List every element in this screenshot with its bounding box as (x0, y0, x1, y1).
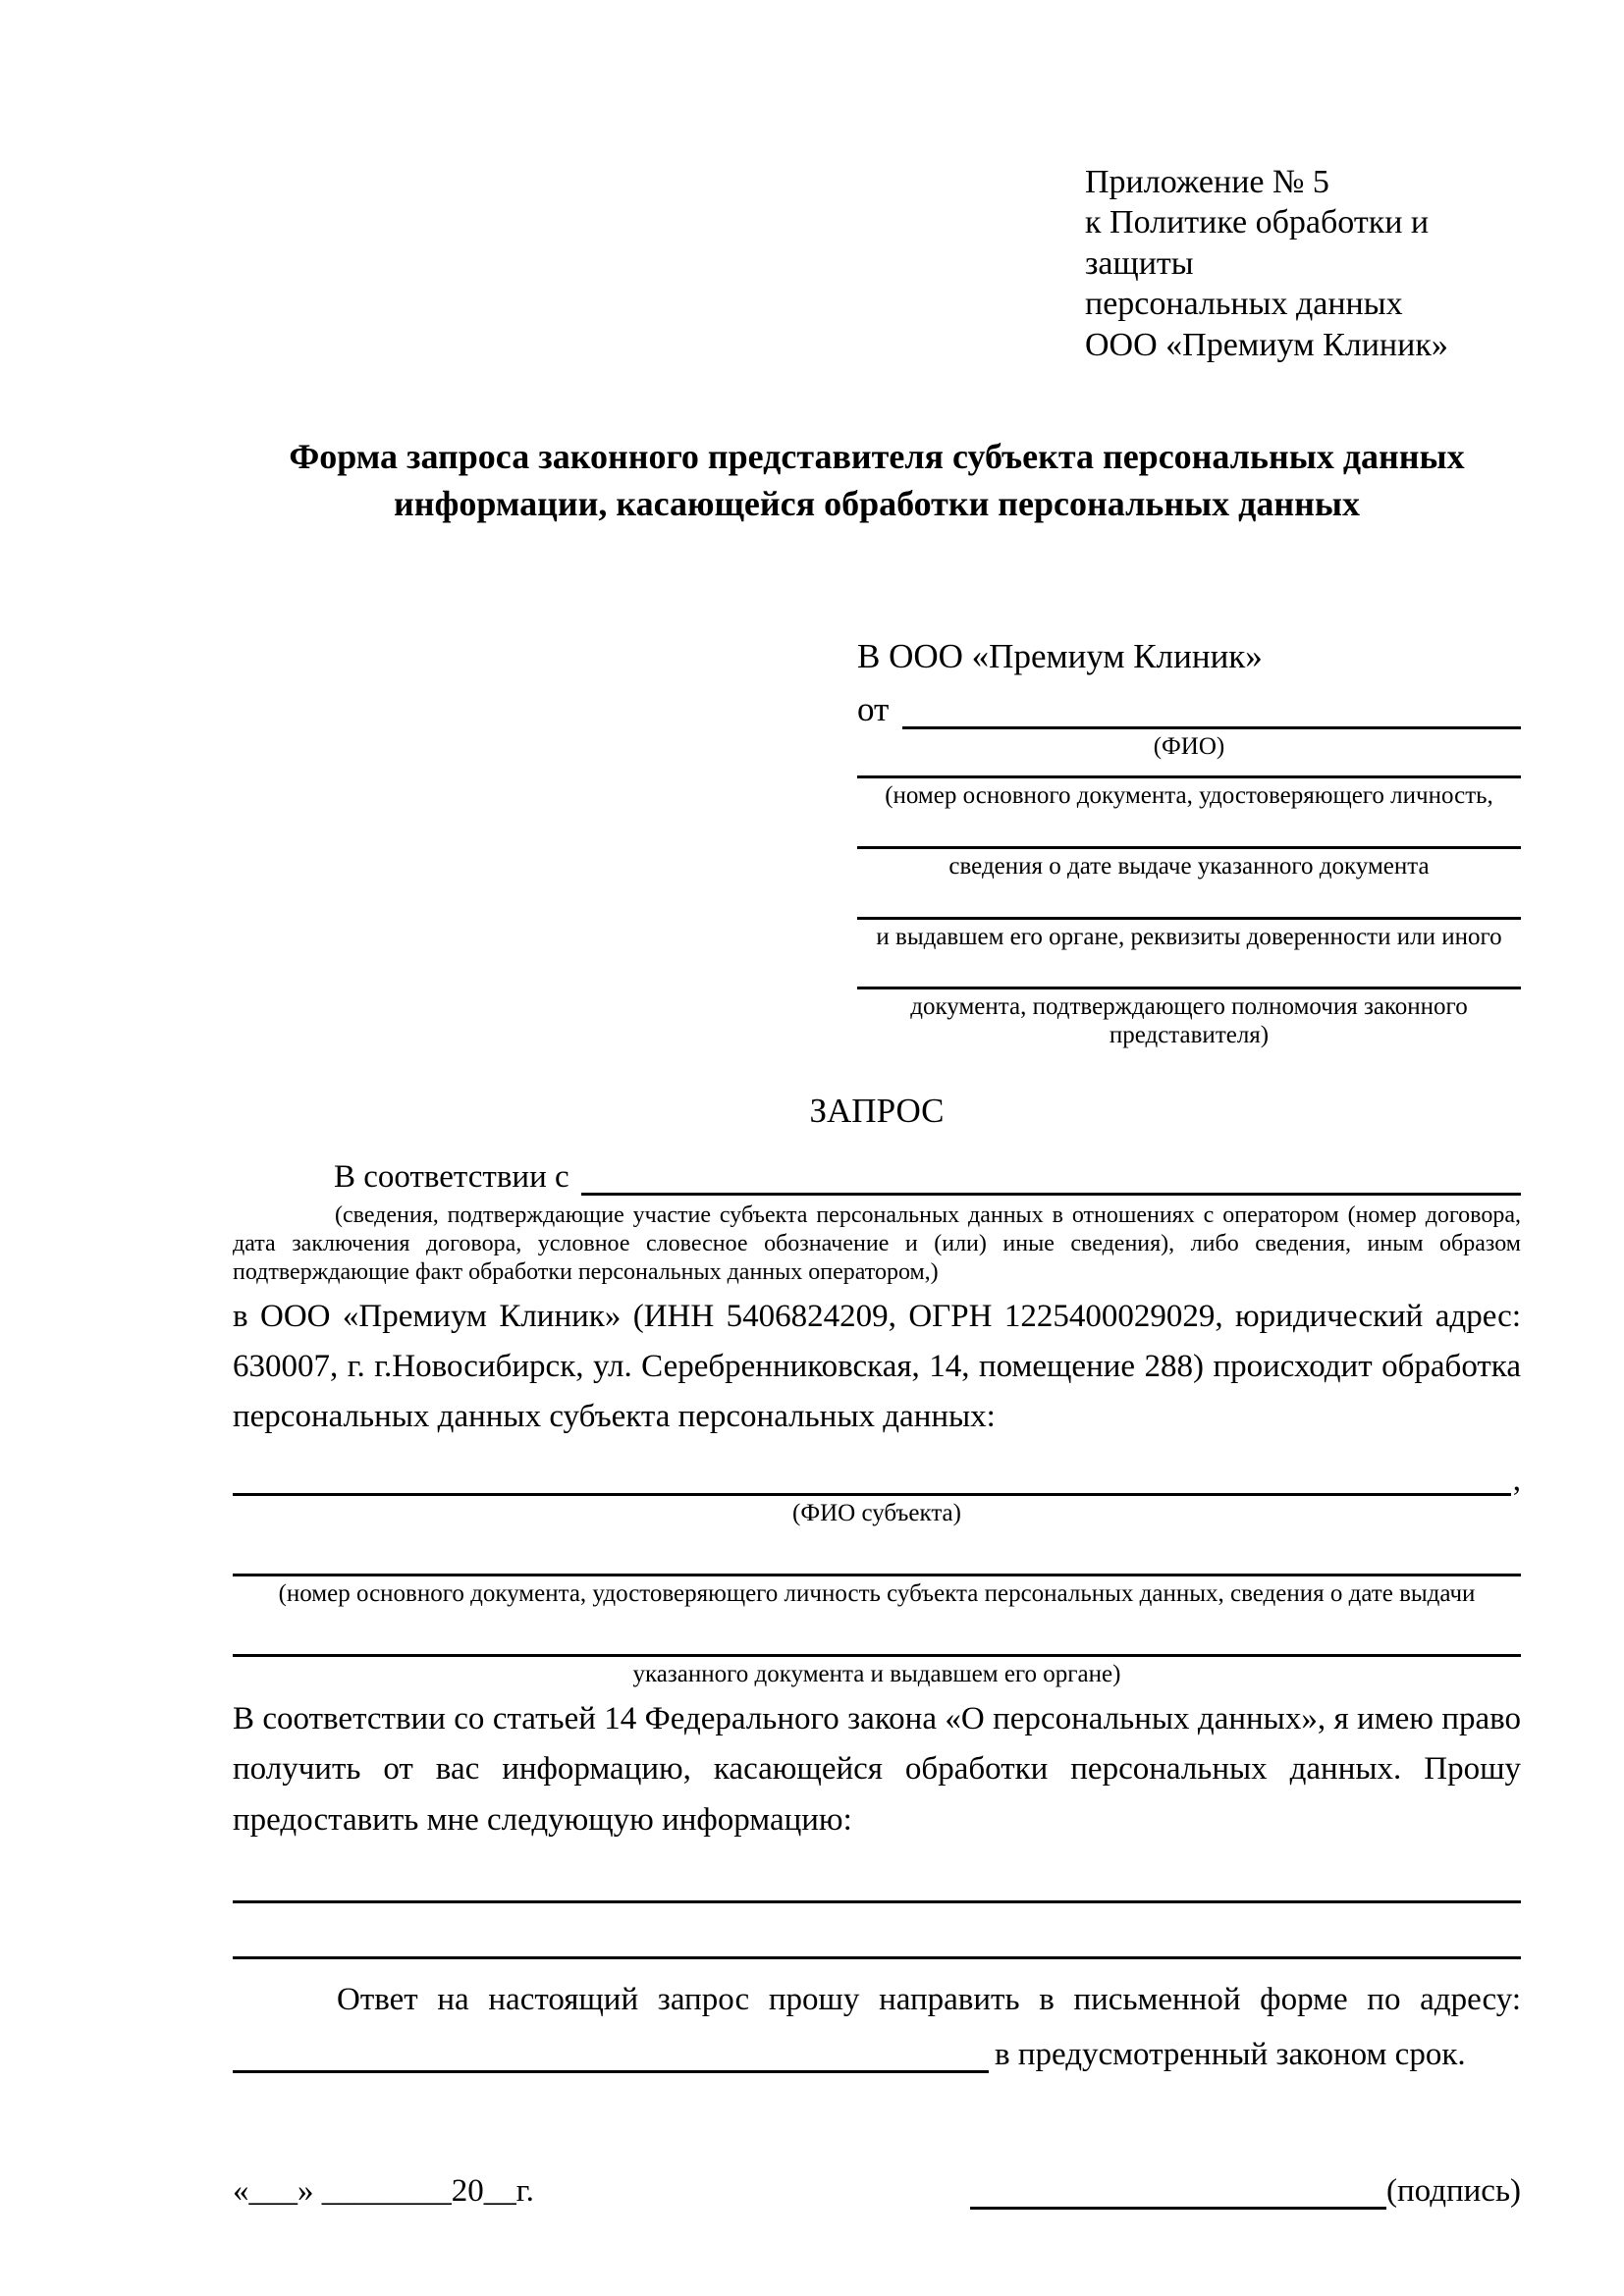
info-fill-line (233, 1847, 1521, 1903)
fill-line (233, 1442, 1511, 1496)
fill-line (857, 762, 1521, 778)
operator-paragraph: в ООО «Премиум Клиник» (ИНН 5406824209, ОГРН 1225400029029, юридический адрес: 630007, г. г.Новосибирск, ул. Серебренниковская, 14, помещение 288) происходит обработка персональных данных субъекта персональных данных: (233, 1298, 1521, 1434)
date-signature-row (233, 2167, 1521, 2210)
reply-tail-text: в предусмотренный законом срок. (995, 2036, 1466, 2072)
signature-fill-line (970, 2167, 1386, 2210)
trailing-comma: , (1512, 1463, 1521, 1499)
subject-fio-caption: (ФИО субъекта) (792, 1500, 961, 1527)
document-title (233, 434, 1521, 527)
field-caption: и выдавшем его органе, реквизиты доверенности или иного (876, 923, 1502, 950)
date-line: «___» ________20__г. (233, 2172, 534, 2209)
appendix-line: ООО «Премиум Клиник» (1085, 326, 1448, 363)
fill-line (857, 951, 1521, 989)
document-title-line: Форма запроса законного представителя субъекта персональных данных (289, 437, 1465, 477)
appendix-line: Приложение № 5 (1085, 164, 1329, 200)
accordance-note: (сведения, подтверждающие участие субъекта персональных данных в отношениях с оператором (номер договора, дата заключения договора, условное словесное обозначение и (или) иные сведения), либо сведения, иным образом подтверждающие факт обработки персональных данных оператором,) (233, 1201, 1521, 1286)
addressee-block (857, 637, 1521, 1050)
fill-line-row (233, 1442, 1521, 1499)
field-caption: сведения о дате выдаче указанного документа (948, 852, 1430, 880)
signature-block (970, 2167, 1521, 2210)
field-caption: документа, подтверждающего полномочия законного представителя) (910, 993, 1468, 1049)
address-fill-line (233, 2027, 989, 2073)
subject-doc-caption: (номер основного документа, удостоверяющего личность субъекта персональных данных, сведения о дате выдачи (278, 1579, 1476, 1607)
subject-doc-field (233, 1528, 1521, 1609)
info-fill-line (233, 1903, 1521, 1959)
reply-paragraph: Ответ на настоящий запрос прошу направить в письменной форме по адресу: (337, 1981, 1521, 2017)
appendix-block (1085, 162, 1521, 365)
from-row (857, 680, 1521, 729)
document-title-line: информации, касающейся обработки персональных данных (394, 483, 1360, 523)
fio-caption: (ФИО) (1153, 733, 1225, 761)
fill-line (233, 1609, 1521, 1657)
from-label: от (857, 690, 890, 729)
law-paragraph: В соответствии со статьей 14 Федерального закона «О персональных данных», я имею право получить от вас информацию, касающейся обработки персональных данных. Прошу предоставить мне следующую информацию: (233, 1701, 1521, 1838)
appendix-line: к Политике обработки и защиты (1085, 204, 1430, 282)
document-content (233, 162, 1521, 2210)
subject-fio-field (233, 1442, 1521, 1528)
request-heading: ЗАПРОС (809, 1091, 945, 1130)
subject-doc-field (233, 1609, 1521, 1689)
fill-line-row (233, 1609, 1521, 1657)
representative-doc-field (857, 811, 1521, 881)
field-caption: (номер основного документа, удостоверяющего личность, (885, 782, 1493, 810)
subject-doc-caption: указанного документа и выдавшем его органе) (632, 1660, 1121, 1687)
accordance-fill-line (581, 1153, 1521, 1196)
appendix-line: персональных данных (1085, 286, 1403, 323)
fill-line (857, 811, 1521, 849)
representative-doc-field (857, 951, 1521, 1050)
representative-doc-field (857, 762, 1521, 811)
fill-line (857, 881, 1521, 920)
addressee-to: В ООО «Премиум Клиник» (857, 637, 1263, 676)
accordance-label: В соответствии с (334, 1158, 569, 1195)
reply-address-row (233, 2027, 1521, 2073)
signature-caption: (подпись) (1386, 2172, 1521, 2209)
fill-line (233, 1528, 1521, 1576)
fill-line-row (233, 1528, 1521, 1576)
accordance-row (233, 1145, 1521, 1196)
representative-doc-field (857, 881, 1521, 952)
from-fill-line (902, 687, 1521, 729)
